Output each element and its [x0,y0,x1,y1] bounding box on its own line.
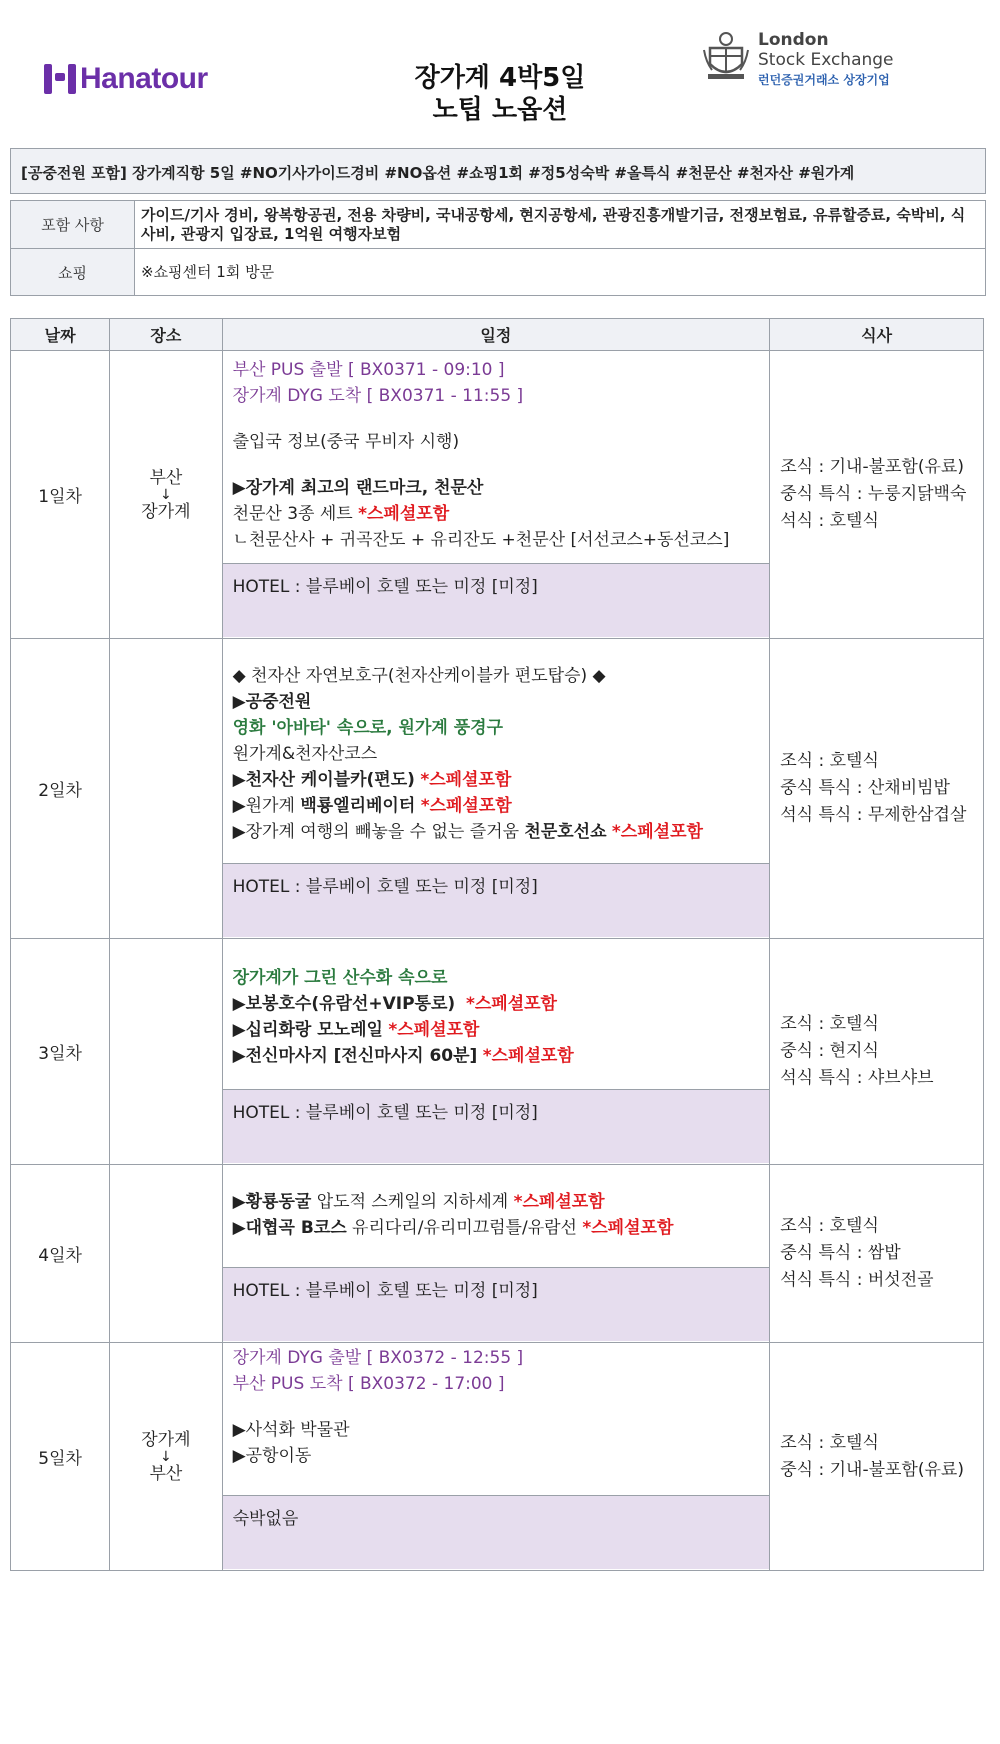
schedule-activities [223,351,770,563]
hanatour-wordmark: Hanatour [80,62,208,95]
schedule-cell [222,1165,770,1343]
lse-name-line-2: Stock Exchange [758,50,894,70]
include-label: 포함 사항 [11,201,135,249]
activity-text: 유리다리/유리미끄럼틀/유람선 [346,1218,583,1238]
day-cell: 2일차 [11,639,110,939]
activity-line: 영화 '아바타' 속으로, 원가계 풍경구 [232,718,504,738]
table-row [11,1165,984,1343]
activity-text: ▶대협곡 B코스 [232,1218,347,1238]
activity-line [233,819,760,845]
column-header-schedule: 일정 [222,319,770,351]
activity-line: ▶공항이동 [232,1446,312,1466]
activity-text: ▶천자산 케이블카(편도) [232,770,415,790]
activity-line [233,1017,760,1043]
schedule-cell [222,939,770,1165]
activity-text: 천문산 3종 세트 [232,504,353,524]
special-included-badge: *스페셜포함 [358,504,450,524]
day-cell: 4일차 [11,1165,110,1343]
hotel-info: HOTEL : 블루베이 호텔 또는 미정 [미정] [223,1089,770,1163]
place-cell [110,639,222,939]
meal-cell [770,1165,984,1343]
shopping-label: 쇼핑 [11,249,135,296]
special-included-badge: *스페셜포함 [513,1192,605,1212]
place-cell [110,939,222,1165]
place-from: 부산 [149,467,183,488]
hotel-info: HOTEL : 블루베이 호텔 또는 미정 [미정] [223,563,770,637]
special-included-badge: *스페셜포함 [482,1046,574,1066]
meal-lunch: 중식 : 현지식 [780,1041,879,1061]
meal-breakfast: 조식 : 기내-불포함(유료) [780,457,964,477]
activity-route: ㄴ천문산사 + 귀곡잔도 + 유리잔도 +천문산 [서선코스+동선코스] [232,530,730,550]
hanatour-logo [44,62,208,96]
flight-arrival: 부산 PUS 도착 [ BX0372 - 17:00 ] [232,1374,505,1394]
hanatour-mark-icon [44,64,76,94]
activity-text: ▶보봉호수(유람선+VIP통로) [232,994,456,1014]
immigration-info: 출입국 정보(중국 무비자 시행) [232,432,460,452]
activity-text: 백룡엘리베이터 [300,796,416,816]
meal-breakfast: 조식 : 호텔식 [780,751,879,771]
page-title [350,62,650,126]
activity-line: ▶공중전원 [232,692,312,712]
meal-breakfast: 조식 : 호텔식 [780,1432,879,1453]
place-cell [110,351,222,639]
lse-korean-caption: 런던증권거래소 상장기업 [758,73,890,87]
flight-arrival: 장가계 DYG 도착 [ BX0371 - 11:55 ] [232,386,524,406]
meal-cell [770,639,984,939]
itinerary-table [10,318,984,1571]
meal-dinner: 석식 특식 : 샤브샤브 [780,1068,934,1088]
flight-departure: 부산 PUS 출발 [ BX0371 - 09:10 ] [232,360,505,380]
arrow-down-icon: ↓ [160,486,172,503]
meal-lunch: 중식 특식 : 산채비빔밥 [780,778,950,798]
meal-lunch: 중식 특식 : 누룽지닭백숙 [780,484,967,504]
place-to: 장가계 [141,501,191,522]
day-cell: 1일차 [11,351,110,639]
activity-text: ▶원가계 [232,796,301,816]
special-included-badge: *스페셜포함 [420,796,512,816]
meal-cell [770,1343,984,1571]
meal-dinner: 석식 : 호텔식 [780,511,879,531]
special-included-badge: *스페셜포함 [420,770,512,790]
meal-dinner: 석식 특식 : 버섯전골 [780,1270,934,1290]
activity-line: ◆ 천자산 자연보호구(천자산케이블카 편도탑승) ◆ [232,666,606,686]
activity-line [233,501,760,527]
place-to: 부산 [149,1463,183,1484]
activity-line [233,991,760,1017]
activity-line [233,1215,760,1241]
meal-breakfast: 조식 : 호텔식 [780,1014,879,1034]
itinerary-header-row [11,319,984,351]
info-table [10,200,986,296]
header [0,0,1000,140]
table-row [11,1343,984,1571]
activity-text: ▶황룡동굴 [232,1192,312,1212]
activity-highlight: ▶장가계 최고의 랜드마크, 천문산 [232,478,484,498]
hotel-info: HOTEL : 블루베이 호텔 또는 미정 [미정] [223,1267,770,1341]
column-header-day: 날짜 [11,319,110,351]
lse-name-line-1: London [758,30,829,50]
title-line-1: 장가계 4박5일 [414,63,586,93]
activity-text: ▶장가계 여행의 빼놓을 수 없는 즐거움 [232,822,525,842]
place-cell [110,1165,222,1343]
activity-line [233,793,760,819]
activity-line [233,1043,760,1069]
meal-dinner: 석식 특식 : 무제한삼겹살 [780,805,967,825]
hotel-info: HOTEL : 블루베이 호텔 또는 미정 [미정] [223,863,770,937]
column-header-meal: 식사 [770,319,984,351]
table-row [11,351,984,639]
shopping-row [11,249,986,296]
day-cell: 5일차 [11,1343,110,1571]
table-row [11,639,984,939]
special-included-badge: *스페셜포함 [465,994,557,1014]
schedule-activities [223,1343,770,1495]
activity-line [233,767,760,793]
special-included-badge: *스페셜포함 [582,1218,674,1238]
schedule-activities [223,939,770,1089]
table-row [11,939,984,1165]
schedule-activities [223,1165,770,1267]
activity-text: ▶십리화랑 모노레일 [232,1020,383,1040]
place-cell [110,1343,222,1571]
schedule-activities [223,639,770,863]
title-line-2: 노팁 노옵션 [432,95,568,125]
activity-line: 원가계&천자산코스 [232,744,378,764]
schedule-cell [222,1343,770,1571]
column-header-place: 장소 [110,319,222,351]
schedule-cell [222,351,770,639]
hotel-info: 숙박없음 [223,1495,770,1569]
schedule-cell [222,639,770,939]
lse-logo [702,30,894,90]
flight-departure: 장가계 DYG 출발 [ BX0372 - 12:55 ] [232,1348,524,1368]
special-included-badge: *스페셜포함 [388,1020,480,1040]
shopping-value: ※쇼핑센터 1회 방문 [135,249,986,296]
day-cell: 3일차 [11,939,110,1165]
meal-lunch: 중식 특식 : 쌈밥 [780,1243,901,1263]
special-included-badge: *스페셜포함 [611,822,703,842]
meal-lunch: 중식 : 기내-불포함(유료) [780,1459,964,1480]
activity-line: 장가계가 그린 산수화 속으로 [232,968,448,988]
activity-text: ▶전신마사지 [전신마사지 60분] [232,1046,478,1066]
place-from: 장가계 [141,1429,191,1450]
activity-line [233,1189,760,1215]
activity-text: 천문호선쇼 [524,822,607,842]
lse-crest-icon [702,30,750,82]
arrow-down-icon: ↓ [160,1448,172,1465]
include-value: 가이드/기사 경비, 왕복항공권, 전용 차량비, 국내공항세, 현지공항세, 관광진흥개발기금, 전쟁보험료, 유류할증료, 숙박비, 식사비, 관광지 입장료, 1억원 여행자보험 [135,201,986,249]
product-tags: [공중전원 포함] 장가계직항 5일 #NO기사가이드경비 #NO옵션 #쇼핑1회 #정5성숙박 #올특식 #천문산 #천자산 #원가계 [10,148,986,194]
activity-line: ▶사석화 박물관 [232,1420,350,1440]
meal-breakfast: 조식 : 호텔식 [780,1216,879,1236]
activity-text: 압도적 스케일의 지하세계 [311,1192,514,1212]
include-row [11,201,986,249]
meal-cell [770,351,984,639]
meal-cell [770,939,984,1165]
